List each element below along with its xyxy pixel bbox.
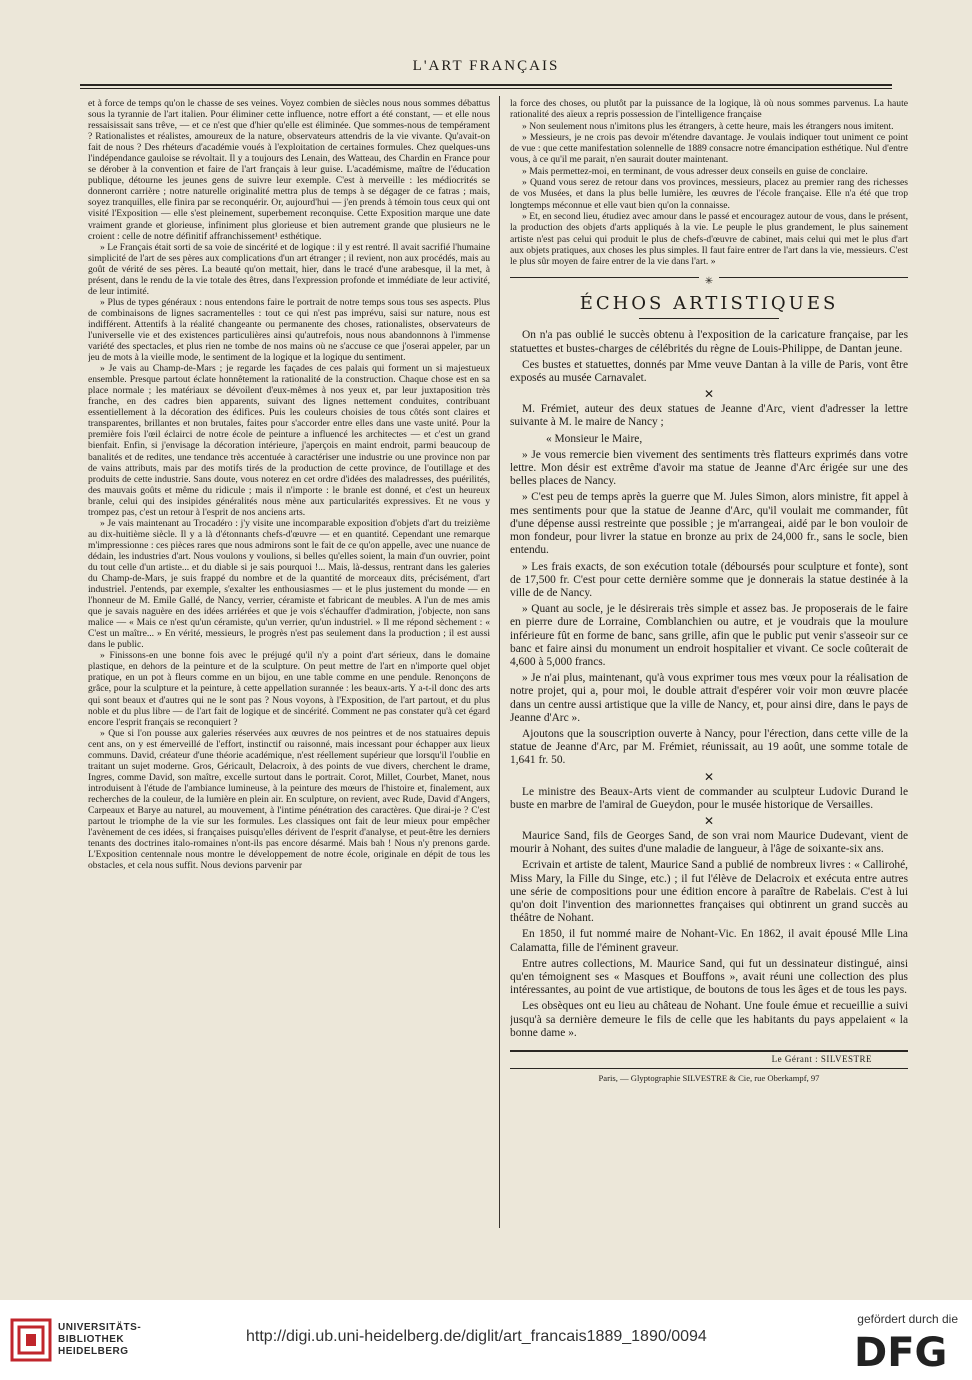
header-rule-thin: [80, 88, 892, 89]
gerant-line: Le Gérant : SILVESTRE: [771, 1054, 872, 1064]
paragraph: » Les frais exacts, de son exécution totale (déboursés pour sculpture et fonte), sont de 17,500 fr. C'est pour cette dernière somme que je donnerais la statue destinée à la ville de de Nancy.: [510, 560, 908, 599]
permalink-url[interactable]: http://digi.ub.uni-heidelberg.de/diglit/art_francais1889_1890/0094: [246, 1328, 707, 1345]
paragraph: » Je vais maintenant au Trocadéro : j'y visite une incomparable exposition d'objets d'art du treizième au dix-huitième siècle. Il y a là d'étonnants chefs-d'œuvre — et en quantité. Cependant une remarque m'impressionne : ces pièces rares que nous admirons sont le fait de ce qu'on appelle, avec une nuance de dédain, les industries d'art. Nous voulons y voulions, si belles qu'elles soient, la main d'un ouvrier, point du tout celle d'un artiste... et du diable si je sais pourquoi !... Mais, là-dessus, rentrant dans les galeries du Champ-de-Mars, je suis frappé du nombre et de la quantité de morceaux dits, précisément, d'art industriel. J'entends, par exemple, s'exalter les enthousiasmes — et le plus justement du monde — en l'honneur de M. Emile Gallé, de Nancy, verrier, céramiste et fabricant de meubles. A l'un de mes amis que je savais naguère en des idées arriérées et que je vois s'échauffer d'admiration, j'objecte, non sans malice — « Mais ce n'est qu'un céramiste, qu'un verrier, qu'un industriel. » Il me répond sèchement : « C'est un maître... » En vérité, messieurs, le progrès n'est pas seulement dans la production ; il est aussi dans le public.: [88, 517, 490, 651]
paragraph: » Je n'ai plus, maintenant, qu'à vous exprimer tous mes vœux pour la réalisation de notre projet, qui a, pour moi, le double attrait d'espérer voir voir mon œuvre placée dans un centre aussi artistique que la ville de Nancy, et, pour ainsi dire, dans le pays de Jeanne d'Arc ».: [510, 672, 908, 724]
speech-conclusion: [510, 98, 908, 267]
university-name: UNIVERSITÄTS- BIBLIOTHEK HEIDELBERG: [58, 1322, 142, 1357]
printer-line: Paris, — Glyptographie SILVESTRE & Cie, rue Oberkampf, 97: [598, 1073, 820, 1083]
section-separator: [510, 271, 908, 288]
cross-separator-icon: ✕: [703, 387, 715, 402]
colophon-rule-thin: [510, 1068, 908, 1069]
title-underline: [639, 318, 779, 319]
paragraph: » Mais permettez-moi, en terminant, de vous adresser deux conseils en guise de conclaire.: [522, 165, 868, 177]
digitization-footer: [0, 1300, 972, 1380]
paragraph: « Monsieur le Maire,: [546, 432, 643, 445]
cross-separator-icon: ✕: [703, 813, 715, 828]
paragraph: Les obsèques ont eu lieu au château de Nohant. Une foule émue et recueillie a suivi jusqu'à sa dernière demeure le fils de celle que les habitants du pays appelaient « la bonne dame ».: [510, 1000, 908, 1039]
page-header: L'ART FRANÇAIS: [412, 58, 560, 74]
section-title: ÉCHOS ARTISTIQUES: [579, 293, 839, 315]
paragraph: » Non seulement nous n'imitons plus les étrangers, à cette heure, mais les étrangers nous imitent.: [522, 120, 894, 132]
paragraph: » Le Français était sorti de sa voie de sincérité et de logique : il y est rentré. Il avait sacrifié l'humaine simplicité de l'art de ses pères aux complications d'un art étranger ; il revient, non aux procédés, mais au goût de vérité de ses pères. La beauté qu'on mettait, hier, dans le tracé d'une arabesque, il la met, à présent, dans le rendu de la vie totale des êtres, dans l'expression profonde et immédiate de leur activité, de leur intimité.: [88, 241, 490, 297]
paragraph: On n'a pas oublié le succès obtenu à l'exposition de la caricature française, par les statuettes et bustes-charges de célébrités du règne de Louis-Philippe, de Dantan jeune.: [510, 329, 908, 355]
paragraph: » Et, en second lieu, étudiez avec amour dans le passé et encouragez autour de vous, dans le présent, la production des objets d'arts appliqués à la vie. Le peuple le plus grandement, le plus sainement artiste n'est pas celui qui produit le plus de chefs-d'œuvre de cabinet, mais celui qui met le plus d'art aux objets pratiques, aux choses les plus simples. Il faut faire entrer de l'art dans la vie, messieurs. C'est le plus sûr moyen de faire entrer de la vie dans l'art. »: [510, 210, 908, 268]
paragraph: Entre autres collections, M. Maurice Sand, qui fut un dessinateur distingué, ainsi qu'en témoignent ses « Masques et Bouffons », avait réuni une collection des plus intéressantes, au point de vue artistique, de boutons de tous les âges et de tous les pays.: [510, 957, 908, 997]
paragraph: » Plus de types généraux : nous entendons faire le portrait de notre temps sous tous ses aspects. Plus de combinaisons de lignes sacramentelles : tout ce qui n'est pas imprévu, saisi sur nature, nous est indifférent. Attentifs à la réalité changeante ou permanente des choses, rationalistes, observateurs de l'universelle vie et des existences particulières ainsi qu'autrefois, nous nous abandonnons à l'immense variété des spectacles, et plus rien ne tombe de nos mains où ne s'accuse ce que j'oserai appeler, par un jeu de mots à la vieille mode, le sentiment de la logique et la logique du sentiment.: [88, 296, 490, 364]
paragraph: Ces bustes et statuettes, donnés par Mme veuve Dantan à la ville de Paris, vont être exposés au musée Carnavalet.: [510, 358, 908, 385]
column-divider: [499, 96, 500, 1228]
paragraph: Ajoutons que la souscription ouverte à Nancy, pour l'érection, dans cette ville de la statue de Jeanne d'Arc, par M. Frémiet, réunissait, au 19 août, une somme totale de 1,641 fr. 50.: [510, 727, 908, 767]
dfg-logo-icon: [852, 1330, 960, 1370]
paragraph: et à force de temps qu'on le chasse de ses veines. Voyez combien de siècles nous nous sommes débattus sous la tyrannie de l'art italien. Pour éliminer cette influence, notre effort a été constant, — et elle nous ressaisissait sans trêve, — et ce n'est que d'hier qu'elle est éliminée. Que sommes-nous de tempérament ? Rationalistes et réalistes, amoureux de la nature, observateurs attendris de la vie vivante. Qu'avait-on fait de nous ? Des rhéteurs d'académie voués à l'exploitation de certaines formules. Chez quelques-uns l'indépendance gauloise se révoltait. Il y a toujours des Lenain, des Watteau, des Chardin en France pour se dérober à la convention et faire de l'art français à leur guise. L'académisme, maître de l'éducation publique, détourne les jeunes gens de suivre leur exemple. C'est à merveille : les médiocrités se donneront carrière ; notre naturelle originalité mettra plus de temps à se dégager de ce fatras ; mais, soyez tranquilles, elle finira par se reconquérir. Or, aujourd'hui — j'en prends à témoin tous ceux qui ont visité l'Exposition — elle s'est pleinement, superbement reconquise. Cette Exposition marque une date vraiment grande et glorieuse, infiniment plus glorieuse et bien autrement grande que plusieurs ne le croient : celle de notre définitif affranchissement¹ esthétique.: [88, 98, 490, 242]
paragraph: Maurice Sand, fils de Georges Sand, de son vrai nom Maurice Dudevant, vient de mourir à Nohant, des suites d'une maladie de langueur, à l'âge de soixante-six ans.: [510, 829, 908, 856]
paragraph: la force des choses, ou plutôt par la puissance de la logique, là où nous sommes parvenus. La haute rationalité des aïeux a repris possession de l'intelligence française: [510, 98, 908, 121]
echo-item: [510, 329, 908, 385]
paragraph: » Je vous remercie bien vivement des sentiments très flatteurs exprimés dans votre lettre. Mon désir est extrême d'avoir ma statue de Jeanne d'Arc érigée sur une des belles places de Nancy.: [510, 448, 908, 488]
right-column: [510, 98, 908, 1198]
paragraph: M. Frémiet, auteur des deux statues de Jeanne d'Arc, vient d'adresser la lettre suivante à M. le maire de Nancy ;: [510, 403, 908, 429]
paragraph: » Finissons-en une bonne fois avec le préjugé qu'il n'y a point d'art sérieux, dans le domaine plastique, en dehors de la peinture et de la sculpture. On peut mettre de l'art en n'importe quel objet pratique, en un pot à fleurs comme en un bijou, en une table comme en une pendule. Renonçons de grâce, pour la sculpture et la peinture, à cette appellation surannée : les beaux-arts. Y a-t-il donc des arts qui sont beaux et d'autres qui ne le sont pas ? Nous voyons, à l'Exposition, de l'art partout, et du plus noble et du plus libre — de l'art fait de logique et de sincérité. Comment ne pas constater qu'à cet égard encore l'esprit français se reconquiert ?: [88, 650, 490, 728]
paragraph: Le ministre des Beaux-Arts vient de commander au sculpteur Ludovic Durand le buste en marbre de l'amiral de Gueydon, pour le musée historique de Versailles.: [510, 785, 908, 811]
header-rule: [80, 84, 892, 86]
echo-item: [510, 403, 908, 767]
paragraph: Ecrivain et artiste de talent, Maurice Sand a publié de nombreux livres : « Callirohé, Miss Mary, la Fille du Singe, etc.) ; il fut l'élève de Delacroix et exécuta entre autres une série de compositions pour une édition encore à paraître de Rabelais. C'est à lui qu'on doit l'invention des marionnettes françaises qui obtinrent un grand succès au théâtre de Nohant.: [510, 859, 908, 925]
echo-item: [510, 786, 908, 812]
echos-body: [510, 329, 908, 1040]
cross-separator-icon: ✕: [703, 769, 715, 784]
echo-item: [510, 830, 908, 1040]
university-library-logo-icon: [10, 1318, 52, 1362]
dfg-logo-text: DFG: [854, 1330, 948, 1370]
paragraph: » C'est peu de temps après la guerre que M. Jules Simon, alors ministre, fit appel à mes sentiments pour que la statue de Jeanne d'Arc, qu'il voulait me commander, fût d'une dépense aussi restreinte que possible ; je m'arrangeai, aidé par le bon vouloir de mon fondeur, pour livrer la statue en bronze au prix de 24,000 fr., sans le socle, bien entendu.: [510, 491, 908, 557]
paragraph: » Quand vous serez de retour dans vos provinces, messieurs, placez au premier rang des richesses de vos Musées, et dans la plus belle lumière, les œuvres de l'école française. Elle n'a été que trop longtemps méconnue et elle vaut bien qu'on la connaisse.: [510, 177, 908, 211]
paragraph: » Quant au socle, je le désirerais très simple et assez bas. Je proposerais de le faire en pierre dure de Lorraine, Comblanchien ou autre, et je voudrais que la moulure inférieure fût en forme de banc, sans grille, afin que le public put venir s'asseoir sur ce banc et faire ainsi du monument un endroit hospitalier et vivant. Ce socle coûterait de 4,600 à 5,000 francs.: [510, 603, 908, 668]
paragraph: » Je vais au Champ-de-Mars ; je regarde les façades de ces palais qui forment un si majestueux ensemble. Presque partout éclate honnêtement la rationalité de la construction. Chaque chose est en sa place normale ; les matériaux se dévoilent d'eux-mêmes à nos yeux et, par leur juxtaposition très franche, en des cadres bien apparents, suivant des lignes nettement conduites, contribuant essentiellement à la décoration des édifices. Puis les couleurs choisies de tous côtés sont claires et transparentes, brillantes et non brutales, faites pour s'accorder entre elles dans une vaste unité. Pour la première fois l'œil éclairci de notre école de peinture a influencé les architectes — et c'est un grand bienfait. Enfin, si j'envisage la décoration intérieure, j'aperçois en maint endroit, parmi beaucoup de banalités et de redites, une tendance très accentuée à caractériser une industrie ou une province non par de vains attributs, mais par des motifs tirés de la production de cette province, de l'outillage et des produits de cette industrie. Sans doute, vous noterez en cet ordre d'idées des maladresses, des puérilités, des mauvais goûts et même du ridicule ; mais il n'importe : le branle est donné, et c'est un heureux branle, celui qui des insipides généralités nous mène aux particularités expressives. Et ne vous y trompez pas, c'est un retour à l'esprit de nos anciens arts.: [88, 363, 490, 518]
left-column: [88, 98, 490, 1238]
paragraph: » Messieurs, je ne crois pas devoir m'étendre davantage. Je voulais indiquer tout uniment ce point de vue : que cette manifestation solennelle de 1889 consacre notre émancipation esthétique. Nul d'entre vous, à ce qu'il me parait, n'en saurait douter maintenant.: [510, 131, 908, 166]
paragraph: » Que si l'on pousse aux galeries réservées aux œuvres de nos peintres et de nos statuaires depuis cent ans, on y est émerveillé de l'effort, instinctif ou raisonné, mais incessant pour échapper aux lieux communs. David, créateur d'une théorie académique, n'est réellement supérieur que lorsqu'il l'oublie en traitant un sujet moderne. Gros, Géricault, Delacroix, à des points de vue divers, cherchent le drame, Ingres, comme David, son maître, excelle surtout dans le portrait. Corot, Millet, Courbet, Manet, nous introduisent à l'étude de l'ambiance lumineuse, à la peinture des mœurs de l'histoire et, finalement, aux recherches de la couleur, de la lumière en plein air. En sculpture, on revient, avec Rude, David d'Angers, Carpeaux et Barye au naturel, au mouvement, à l'intime pénétration des caractères. Que dirai-je ? C'est partout le triomphe de la vie sur les formules. Les classiques ont fait de leur mieux pour empêcher l'avènement de ces idées, si françaises puisqu'elles dérivent de l'esprit d'analyse, et peut-être les derniers tenants des doctrines italo-romaines n'ont-ils pas encore désarmé. Mais bah ! Nous n'y prenons garde. L'Exposition centennale nous montre le développement de notre école, originale en dépit de tous les obstacles, et cela nous suffit. Nous devions parvenir par: [88, 727, 490, 872]
asterism-icon: ✳: [699, 276, 719, 287]
funded-by-label: gefördert durch die: [857, 1312, 958, 1326]
paragraph: En 1850, il fut nommé maire de Nohant-Vic. En 1862, il avait épousé Mlle Lina Calamatta, fille de l'éminent graveur.: [510, 928, 908, 954]
